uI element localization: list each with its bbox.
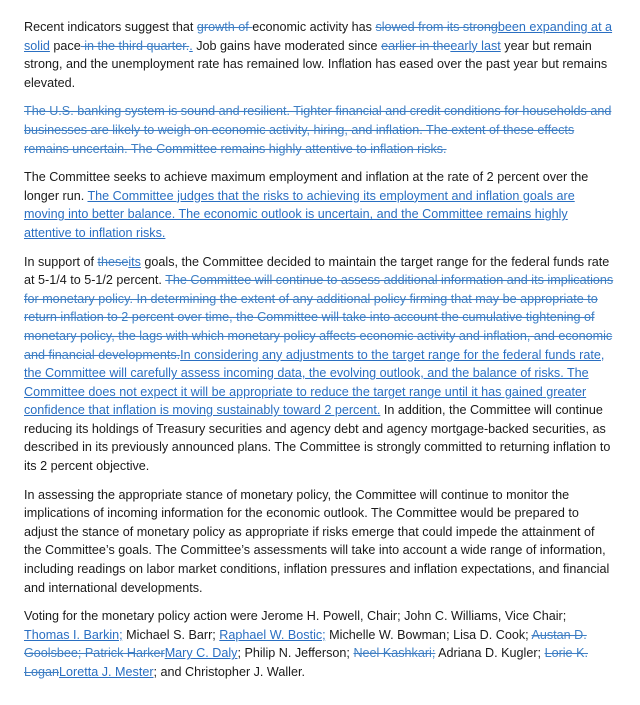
body-text: year but remain strong, and the unemployment rate has remained low. Inflation has eased over the past year but remains elevated. <box>24 38 608 90</box>
body-text: The Committee seeks to achieve maximum employment and inflation at the rate of 2 percent over the longer run. <box>24 170 589 203</box>
paragraph-2 <box>24 102 614 158</box>
paragraph-4 <box>24 253 614 476</box>
deleted-text: The Committee will continue to assess additional information and its implications for monetary policy. In determining the extent of any additional policy firming that may be appropriate to return inflation to 2 percent over time, the Committee will take into account the cumulative tightening of monetary policy, the lags with which monetary policy affects economic activity and inflation, and economic and financial developments. <box>24 273 614 362</box>
inserted-text: been expanding at a solid <box>24 20 613 53</box>
deleted-text: Neel Kashkari; <box>353 646 436 661</box>
body-text: pace <box>49 38 81 53</box>
deleted-text: slowed from its strong <box>375 20 498 34</box>
body-text: economic activity has <box>252 20 376 34</box>
body-text: Job gains have moderated since <box>192 38 382 53</box>
body-text: ; Philip N. Jefferson; <box>237 646 354 661</box>
body-text: In addition, the Committee will continue reducing its holdings of Treasury securities and agency debt and agency mortgage-backed securities, as described in its previously announced plans. The Committee is strongly committed to returning inflation to its 2 percent objective. <box>24 403 611 474</box>
deleted-text: growth of <box>196 20 253 34</box>
inserted-text: Thomas I. Barkin; <box>24 627 123 642</box>
paragraph-3 <box>24 168 614 242</box>
document-body <box>24 18 614 682</box>
inserted-text: In considering any adjustments to the target range for the federal funds rate, the Committee will carefully assess incoming data, the evolving outlook, and the balance of risks. The Committee does not expect it will be appropriate to reduce the target range until it has gained greater confidence that inflation is moving sustainably toward 2 percent. <box>24 347 605 418</box>
deleted-text: Austan D. Goolsbee; Patrick Harker <box>24 627 587 661</box>
inserted-text: early last <box>450 38 501 53</box>
paragraph-6 <box>24 607 614 681</box>
inserted-text: The Committee judges that the risks to achieving its employment and inflation goals are moving into better balance. The economic outlook is uncertain, and the Committee remains highly attentive to inflation risks. <box>24 188 575 240</box>
paragraph-5 <box>24 486 614 598</box>
body-text: Recent indicators suggest that <box>24 20 197 34</box>
inserted-text: Loretta J. Mester <box>59 665 154 679</box>
inserted-text: Mary C. Daly <box>164 646 238 661</box>
body-text: ; and Christopher J. Waller. <box>153 665 305 679</box>
deleted-text: these <box>97 254 129 269</box>
body-text: In assessing the appropriate stance of monetary policy, the Committee will continue to monitor the implications of incoming information for the economic outlook. The Committee would be prepared to adjust the stance of monetary policy as appropriate if risks emerge that could impede the attainment of the Committee’s goals. The Committee’s assessments will take into account a wide range of information, including readings on labor market conditions, inflation pressures and inflation expectations, and financial and international developments. <box>24 487 610 595</box>
inserted-text: Raphael W. Bostic; <box>219 627 326 642</box>
body-text: Michelle W. Bowman; Lisa D. Cook; <box>325 627 532 642</box>
inserted-text: its <box>128 254 141 269</box>
body-text: Voting for the monetary policy action were Jerome H. Powell, Chair; John C. Williams, Vice Chair; <box>24 609 567 624</box>
deleted-text: in the third quarter. <box>80 38 190 53</box>
deleted-text: earlier in the <box>381 38 451 53</box>
deleted-text: Lorie K. Logan <box>24 646 588 679</box>
deleted-text: The U.S. banking system is sound and resilient. Tighter financial and credit conditions for households and businesses are likely to weigh on economic activity, hiring, and inflation. The extent of these effects remains uncertain. The Committee remains highly attentive to inflation risks. <box>24 104 612 156</box>
paragraph-1 <box>24 18 614 92</box>
body-text: In support of <box>24 254 98 269</box>
inserted-text: . <box>189 38 193 53</box>
body-text: Michael S. Barr; <box>122 627 220 642</box>
body-text: goals, the Committee decided to maintain the target range for the federal funds rate at 5-1/4 to 5-1/2 percent. <box>24 254 610 288</box>
body-text: Adriana D. Kugler; <box>435 646 545 661</box>
